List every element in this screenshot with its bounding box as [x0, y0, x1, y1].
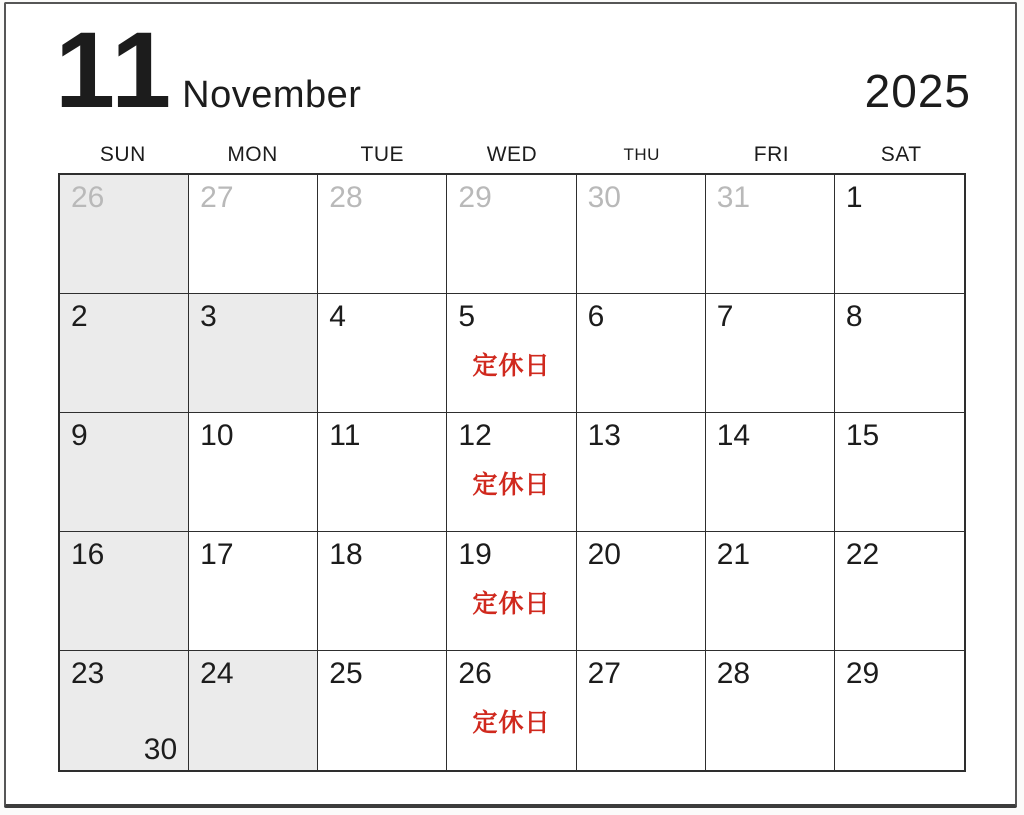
day-number: 21 [716, 538, 751, 571]
calendar-cell-25 [318, 651, 447, 770]
day-number: 4 [329, 300, 346, 333]
calendar-cell-prev-31 [706, 175, 835, 294]
calendar-cell-13 [577, 413, 706, 532]
closed-day-label: 定休日 [472, 708, 551, 737]
calendar-cell-28 [706, 651, 835, 770]
day-number: 2 [71, 300, 88, 333]
calendar-cell-20 [577, 532, 706, 651]
day-number: 5 [458, 300, 476, 333]
day-number: 30 [587, 181, 621, 214]
weekday-label-sun: SUN [99, 143, 146, 166]
weekday-header-row [58, 134, 966, 170]
day-number: 29 [845, 657, 880, 690]
day-number: 14 [716, 419, 751, 452]
calendar-cell-21 [706, 532, 835, 651]
calendar-cell-5 [447, 294, 576, 413]
calendar-cell-3 [189, 294, 318, 413]
day-number: 15 [845, 419, 880, 452]
calendar-cell-8 [835, 294, 964, 413]
overflow-day-number: 30 [143, 732, 178, 766]
day-number: 29 [458, 181, 492, 214]
calendar-cell-16 [60, 532, 189, 651]
calendar-grid [58, 173, 966, 772]
day-number: 28 [716, 657, 751, 690]
calendar-cell-14 [706, 413, 835, 532]
calendar-cell-12 [447, 413, 576, 532]
day-number: 20 [587, 538, 621, 571]
day-number: 11 [329, 419, 361, 452]
closed-day-label: 定休日 [472, 470, 551, 499]
calendar-cell-17 [189, 532, 318, 651]
weekday-label-fri: FRI [753, 143, 790, 166]
day-number: 26 [71, 181, 105, 214]
calendar-cell-prev-30 [577, 175, 706, 294]
calendar-cell-26 [447, 651, 576, 770]
calendar-cell-4 [318, 294, 447, 413]
calendar-cell-22 [835, 532, 964, 651]
day-number: 16 [71, 538, 105, 571]
calendar-cell-prev-28 [318, 175, 447, 294]
calendar-cell-1 [835, 175, 964, 294]
calendar-cell-2 [60, 294, 189, 413]
weekday-label-thu: THU [623, 145, 660, 164]
month-name: November [182, 74, 362, 116]
calendar-cell-prev-26 [60, 175, 189, 294]
weekday-label-mon: MON [227, 143, 278, 166]
closed-day-label: 定休日 [472, 589, 551, 618]
closed-day-label: 定休日 [472, 351, 551, 380]
calendar-cell-prev-29 [447, 175, 576, 294]
calendar-cell-15 [835, 413, 964, 532]
day-number: 9 [71, 419, 88, 452]
day-number: 26 [458, 657, 492, 690]
weekday-label-wed: WED [486, 143, 538, 166]
calendar-cell-19 [447, 532, 576, 651]
day-number: 19 [458, 538, 492, 571]
day-number: 3 [200, 300, 217, 333]
day-number: 7 [716, 300, 734, 333]
calendar-sheet [4, 2, 1017, 808]
day-number: 17 [200, 538, 234, 571]
calendar-cell-11 [318, 413, 447, 532]
calendar-cell-27 [577, 651, 706, 770]
calendar-cell-9 [60, 413, 189, 532]
day-number: 22 [845, 538, 880, 571]
calendar-cell-29 [835, 651, 964, 770]
day-number: 24 [200, 657, 234, 690]
day-number: 13 [587, 419, 621, 452]
year: 2025 [864, 65, 971, 117]
calendar-cell-18 [318, 532, 447, 651]
calendar-cell-24 [189, 651, 318, 770]
day-number: 6 [587, 300, 605, 333]
calendar-cell-7 [706, 294, 835, 413]
day-number: 28 [329, 181, 363, 214]
calendar-header [55, 9, 971, 130]
weekday-label-sat: SAT [880, 143, 922, 166]
day-number: 18 [329, 538, 363, 571]
day-number: 10 [200, 419, 234, 452]
day-number: 12 [458, 419, 492, 452]
day-number: 1 [845, 181, 863, 214]
day-number: 27 [200, 181, 234, 214]
calendar-cell-23 [60, 651, 189, 770]
day-number: 27 [587, 657, 621, 690]
calendar-cell-prev-27 [189, 175, 318, 294]
month-number: 11 [55, 9, 174, 130]
calendar-cell-6 [577, 294, 706, 413]
weekday-label-tue: TUE [360, 143, 405, 166]
day-number: 31 [716, 181, 751, 214]
calendar-cell-10 [189, 413, 318, 532]
day-number: 25 [329, 657, 363, 690]
day-number: 8 [845, 300, 863, 333]
day-number: 23 [71, 657, 105, 690]
